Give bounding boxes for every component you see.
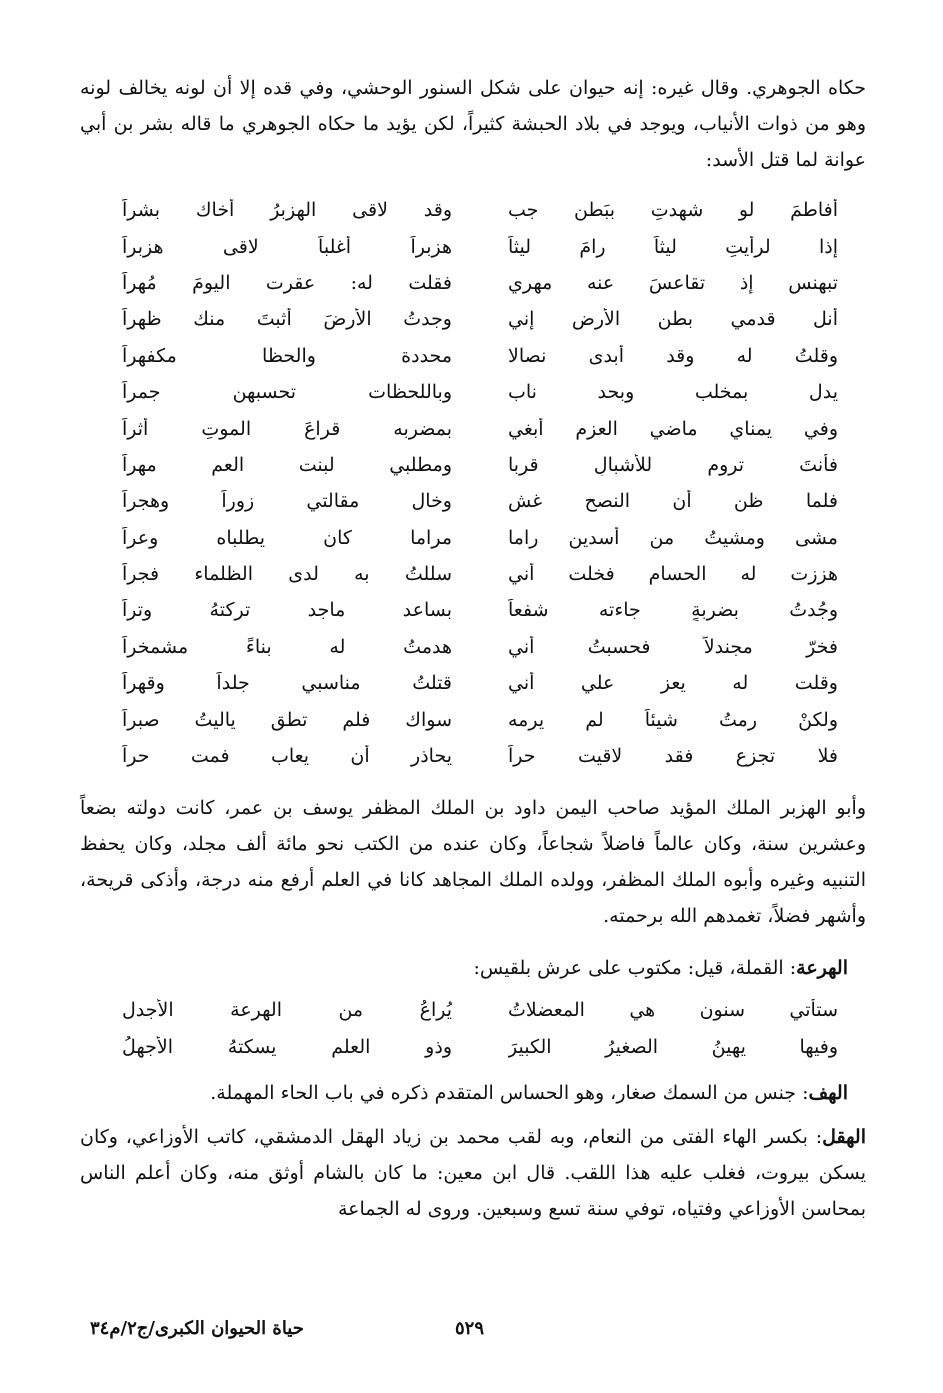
verse-second-hemistich: مراما كان يطلباه وعراً bbox=[122, 526, 452, 549]
poem-verse bbox=[80, 483, 866, 519]
verse-first-hemistich: إذا لرأيتِ ليثاً رامَ ليثاً bbox=[508, 235, 838, 258]
poem-verse bbox=[80, 447, 866, 483]
verse-second-hemistich: وذو العلم يسكتهُ الأجهلُ bbox=[122, 1035, 452, 1058]
harea-entry bbox=[80, 950, 866, 1065]
intro-paragraph: حكاه الجوهري. وقال غيره: إنه حيوان على شكل السنور الوحشي، وفي قده إلا أن لونه يخالف لونه وهو من ذوات الأنياب، ويوجد في بلاد الحبشة كثيراً، لكن يؤيد ما حكاه الجوهري ما قاله بشر بن أبي عوانة لما قتل الأسد: bbox=[80, 77, 866, 171]
hiqal-entry bbox=[80, 1119, 866, 1227]
verse-second-hemistich: بساعد ماجد تركتهُ وتراً bbox=[122, 599, 452, 622]
harea-headword: الهرعة bbox=[796, 957, 848, 980]
page-body bbox=[80, 70, 866, 1227]
hiqal-definition: : بكسر الهاء الفتى من النعام، وبه لقب محمد بن زياد الهقل الدمشقي، كاتب الأوزاعي، وكان يسكن بيروت، فغلب عليه هذا اللقب. قال ابن معين: ما كان بالشام أوثق منه، وكان أعلم الناس بمحاسن الأوزاعي وفتياه، توفي سنة تسع وسبعين. وروى له الجماعة bbox=[80, 1126, 866, 1221]
page-footer bbox=[80, 1318, 866, 1348]
verse-first-hemistich: وفيها يهينُ الصغيرُ الكبيرَ bbox=[508, 1035, 838, 1058]
poem-balqis bbox=[80, 992, 866, 1065]
verse-second-hemistich: يحاذر أن يعاب فمت حراً bbox=[122, 745, 452, 768]
poem-verse bbox=[80, 374, 866, 410]
haf-headword: الهف bbox=[808, 1082, 848, 1105]
abu-hazbar-section bbox=[80, 790, 866, 934]
poem-verse bbox=[80, 629, 866, 665]
harea-definition: : القملة، قيل: مكتوب على عرش بلقيس: bbox=[473, 957, 797, 980]
poem-verse bbox=[80, 701, 866, 737]
verse-first-hemistich: فلما ظن أن النصح غش bbox=[508, 490, 838, 513]
verse-second-hemistich: سللتُ به لدى الظلماء فجراً bbox=[122, 563, 452, 586]
verse-first-hemistich: فأنتَ تروم للأشبالِ قربا bbox=[508, 453, 838, 476]
verse-first-hemistich: فلا تجزع فقد لاقيت حراً bbox=[508, 745, 838, 768]
verse-second-hemistich: بمضربه قراعَ الموتِ أثراً bbox=[122, 417, 452, 440]
verse-first-hemistich: مشى ومشيتُ من أسدين راما bbox=[508, 526, 838, 549]
poem-verse bbox=[80, 665, 866, 701]
poem-verse bbox=[80, 556, 866, 592]
haf-definition: : جنس من السمك صغار، وهو الحساس المتقدم ذكره في باب الحاء المهملة. bbox=[210, 1082, 809, 1105]
hiqal-paragraph bbox=[80, 1119, 866, 1227]
verse-first-hemistich: ولكنْ رمتُ شيئاً لم يرمه bbox=[508, 708, 838, 731]
verse-first-hemistich: أنل قدمي بطن الأرض إني bbox=[508, 308, 838, 331]
verse-second-hemistich: وباللحظات تحسبهن جمراً bbox=[122, 381, 452, 404]
verse-first-hemistich: وقلتُ له وقد أبدى نصالا bbox=[508, 344, 838, 367]
poem-verse bbox=[80, 410, 866, 446]
verse-first-hemistich: وفي يمناي ماضي العزم أبغي bbox=[508, 417, 838, 440]
verse-second-hemistich: سواك فلم تطق ياليتُ صبراً bbox=[122, 708, 452, 731]
poem-verse bbox=[80, 992, 866, 1028]
poem-verse bbox=[80, 738, 866, 774]
verse-first-hemistich: تبهنس إذ تقاعسَ عنه مهري bbox=[508, 271, 838, 294]
footer-source: حياة الحيوان الكبرى/ج٢/م٣٤ bbox=[90, 1318, 304, 1339]
verse-first-hemistich: يدل بمخلب وبحد ناب bbox=[508, 381, 838, 404]
verse-second-hemistich: وقد لاقى الهزبرُ أخاك بشراً bbox=[122, 199, 452, 222]
verse-second-hemistich: هزبراً أغلباً لاقى هزبراً bbox=[122, 235, 452, 258]
haf-entry bbox=[80, 1075, 866, 1111]
poem-lion bbox=[80, 192, 866, 774]
verse-first-hemistich: وجُدتُ بضربةٍ جاءته شفعاً bbox=[508, 599, 838, 622]
poem-verse bbox=[80, 338, 866, 374]
abu-hazbar-paragraph: وأبو الهزبر الملك المؤيد صاحب اليمن داود بن الملك المظفر يوسف بن عمر، كانت دولته بضعاً وعشرين سنة، وكان عالماً فاضلاً شجاعاً، وكان عنده من الكتب نحو مائة ألف مجلد، وكان يحفظ التنبيه وغيره وأبوه الملك المظفر، وولده الملك المجاهد كانا في العلم أرفع منه درجة، وأذكى قريحة، وأشهر فضلاً، تغمدهم الله برحمته. bbox=[80, 797, 866, 928]
page-number: ٥٢٩ bbox=[454, 1318, 484, 1339]
verse-first-hemistich: وقلت له يعز علي أني bbox=[508, 672, 838, 695]
verse-second-hemistich: يُراعُ من الهرعة الأجدل bbox=[122, 999, 452, 1022]
verse-second-hemistich: وجدتُ الأرضَ أثبتَ منك ظهراً bbox=[122, 308, 452, 331]
verse-second-hemistich: قتلتُ مناسبي جلداً وقهراً bbox=[122, 672, 452, 695]
verse-second-hemistich: وخال مقالتي زوراً وهجراً bbox=[122, 490, 452, 513]
verse-second-hemistich: محددة والحظا مكفهراً bbox=[122, 344, 452, 367]
verse-first-hemistich: هززت له الحسام فخلت أني bbox=[508, 563, 838, 586]
verse-second-hemistich: هدمتُ له بناءً مشمخراً bbox=[122, 635, 452, 658]
hiqal-headword: الهقل bbox=[822, 1126, 866, 1149]
verse-first-hemistich: ستأتي سنون هي المعضلاتُ bbox=[508, 999, 838, 1022]
verse-second-hemistich: ومطلبي لبنت العم مهراً bbox=[122, 453, 452, 476]
poem-verse bbox=[80, 192, 866, 228]
poem-verse bbox=[80, 265, 866, 301]
poem-verse bbox=[80, 301, 866, 337]
haf-paragraph bbox=[80, 1075, 866, 1111]
poem-verse bbox=[80, 228, 866, 264]
verse-first-hemistich: فخرّ مجندلاً فحسبتُ أني bbox=[508, 635, 838, 658]
poem-verse bbox=[80, 1029, 866, 1065]
poem-verse bbox=[80, 520, 866, 556]
poem-verse bbox=[80, 592, 866, 628]
verse-first-hemistich: أفاطمَ لو شهدتِ ببَطنِ جب bbox=[508, 199, 838, 222]
harea-paragraph bbox=[80, 950, 866, 986]
verse-second-hemistich: فقلت له: عقرت اليومَ مُهراً bbox=[122, 271, 452, 294]
